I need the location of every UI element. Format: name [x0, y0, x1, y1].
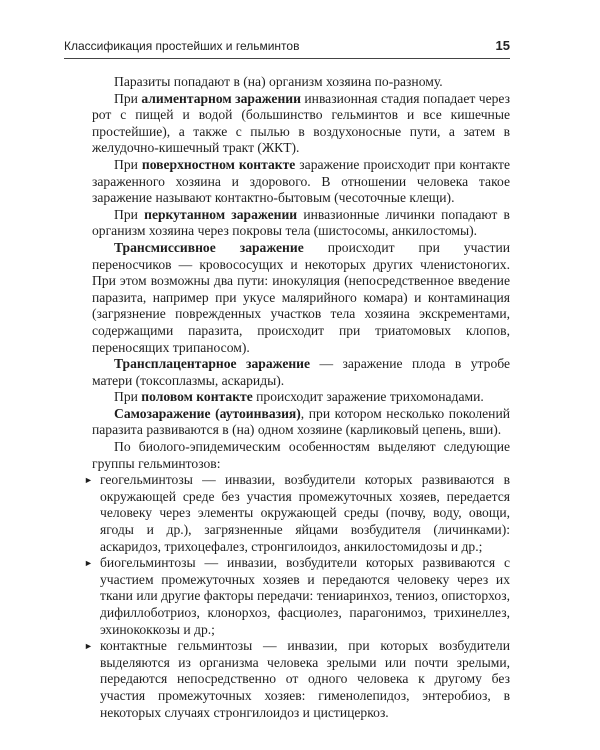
paragraph: Паразиты попадают в (на) организм хозяина по-разному. — [114, 74, 443, 89]
running-header — [64, 38, 510, 53]
helminthiasis-groups-list — [84, 472, 510, 721]
term: поверхностном контакте — [141, 156, 296, 172]
paragraph: Самозаражение (аутоинвазия), при котором несколько поколений паразита развиваются в (на) одном хозяине (карликовый цепень, вши). — [92, 405, 510, 438]
list-item: ► биогельминтозы — инвазии, возбудители которых развиваются с участием промежуточных хозяев и передаются человеку через их ткани или другие факторы передачи: тениаринхоз, тениоз, описторхоз, дифиллоботриоз, клонорхоз, фасциолез, парагонимоз, трихинеллез, эхинококкозы и др.; — [84, 555, 510, 637]
paragraph: При алиментарном заражении инвазионная стадия попадает через рот с пищей и водой (большинство гельминтов и все кишечные простейшие), а также с пылью в воздухоносные пути, а затем в желудочно-кишечный тракт (ЖКТ). — [92, 90, 510, 156]
term: Трансмиссивное заражение — [114, 239, 304, 255]
list-item: ► геогельминтозы — инвазии, возбудители которых развиваются в окружающей среде без участия промежуточных хозяев, передается человеку через элементы окружающей среды (почву, воду, овощи, ягоды и др.), загрязненные яйцами возбудителя (личинками): аскаридоз, трихоцефалез, стронгилоидоз, анкилостомидозы и др.; — [84, 472, 510, 554]
term: Трансплацентарное заражение — [114, 356, 311, 372]
paragraph: По биолого-эпидемическим особенностям выделяют следующие группы гельминтозов: — [92, 439, 510, 471]
paragraph: При поверхностном контакте заражение происходит при контакте зараженного хозяина и здорового. В отношении человека такое заражение называют контактно-бытовым (чесоточные клещи). — [92, 156, 511, 206]
term: перкутанном заражении — [144, 206, 298, 222]
bullet-icon: ► — [84, 475, 93, 486]
bullet-icon: ► — [84, 641, 93, 652]
term: половом контакте — [141, 389, 253, 405]
body-text — [84, 74, 511, 721]
paragraph: При половом контакте происходит заражение трихомонадами. — [114, 389, 484, 405]
list-item: ► контактные гельминтозы — инвазии, при которых возбудители выделяются из организма человека зрелыми или почти зрелыми, передаются непосредственно от одного человека к другому без участия промежуточных хозяев: гименолепидоз, энтеробиоз, в некоторых случаях стронгилоидоз и цистицеркоз. — [84, 638, 510, 720]
term: алиментарном заражении — [141, 90, 301, 106]
paragraph: Трансплацентарное заражение — заражение плода в утробе матери (токсоплазмы, аскариды). — [92, 356, 511, 388]
running-title: Классификация простейших и гельминтов — [64, 39, 300, 53]
paragraph: Трансмиссивное заражение происходит при участии переносчиков — кровососущих и некоторых других членистоногих. При этом возможны два пути: инокуляция (непосредственное введение паразита, например при укусе малярийного комара) и контаминация (загрязнение поврежденных участков тела хозяина экскрементами, содержащими паразита, происходит при триатомовых клопов, переносящих трипаносом). — [92, 239, 510, 355]
bullet-icon: ► — [84, 558, 93, 569]
header-rule — [64, 58, 510, 59]
paragraph: При перкутанном заражении инвазионные личинки попадают в организм хозяина через покровы тела (шистосомы, анкилостомы). — [92, 206, 510, 239]
page-number: 15 — [495, 38, 510, 53]
term: Самозаражение (аутоинвазия) — [114, 405, 301, 421]
